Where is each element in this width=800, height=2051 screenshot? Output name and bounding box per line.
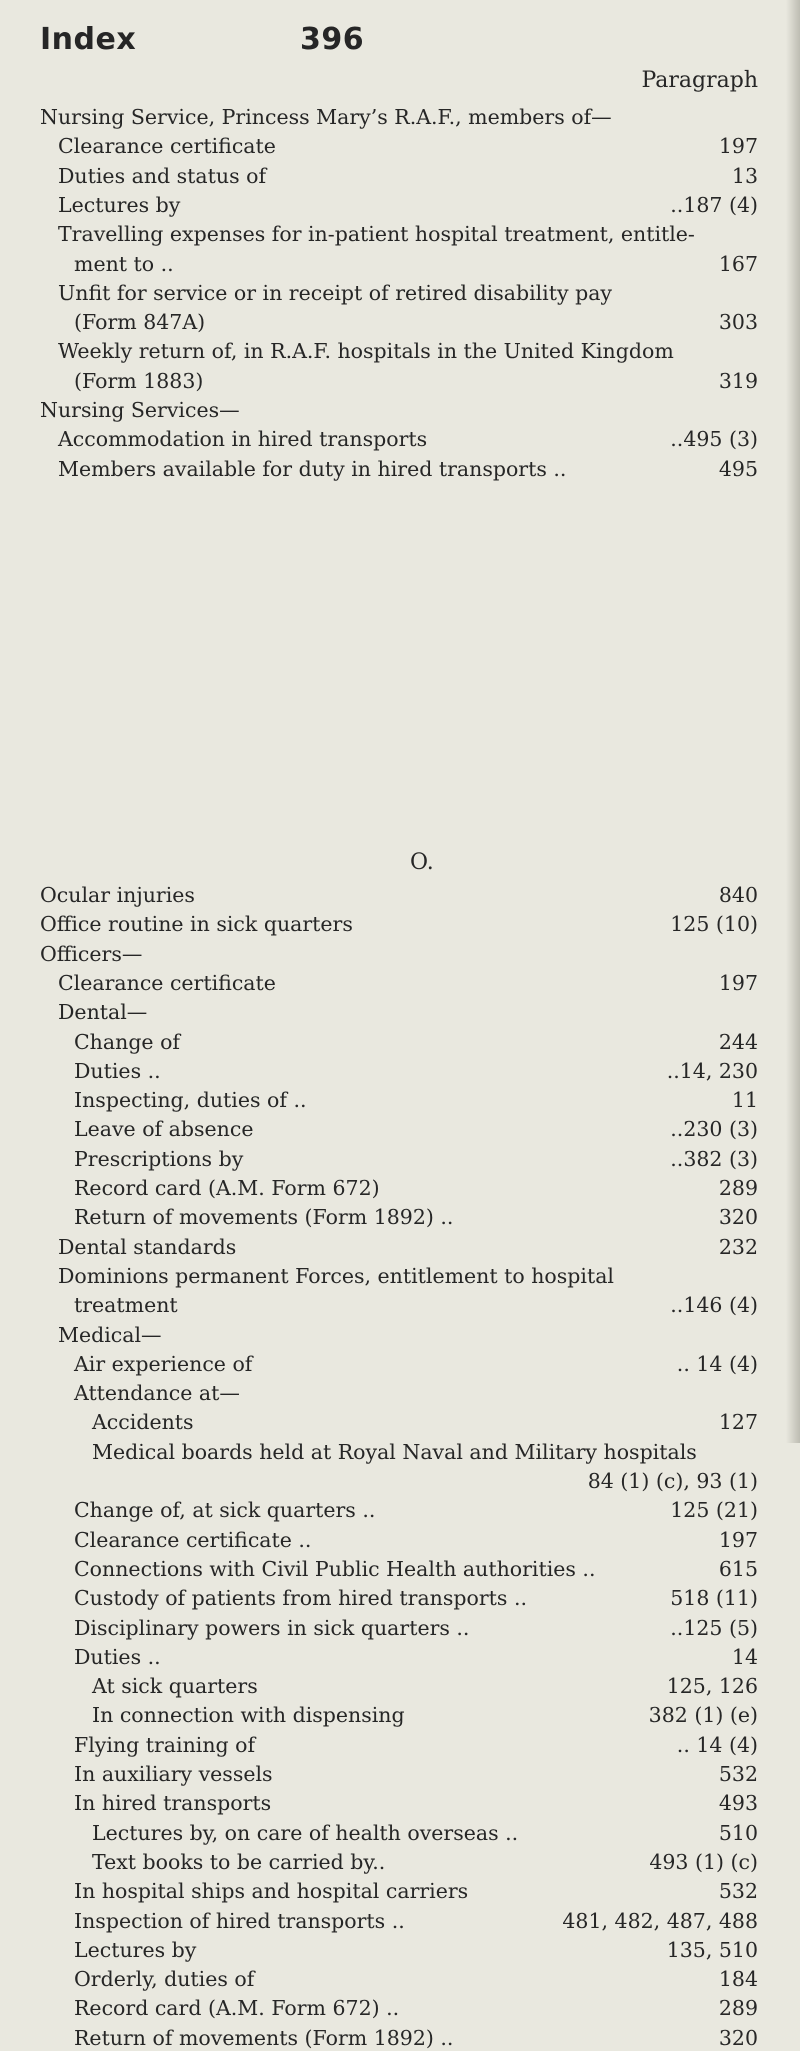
entry-text: Flying training of [74,1732,256,1757]
index-entry [0,1175,758,1201]
entry-text: Unfit for service or in receipt of retired disability pay [58,280,613,305]
entry-paragraph-ref: ..14, 230 [666,1058,758,1083]
entry-paragraph-ref: 184 [718,1967,758,1992]
entry-paragraph-ref: 232 [718,1234,758,1259]
entry-paragraph-ref: 84 (1) (c), 93 (1) [587,1469,758,1493]
entry-text: In hired transports [74,1791,272,1816]
entry-paragraph-ref: 320 [718,2025,758,2050]
entry-paragraph-ref: 244 [718,1029,758,1054]
entry-text: Orderly, duties of [74,1967,255,1992]
entry-paragraph-ref: .. 14 (4) [676,1732,758,1757]
entry-paragraph-ref: 14 [731,1644,758,1669]
entry-text: Nursing Services— [40,398,240,422]
index-heading: Index [40,22,137,57]
index-entry [0,1029,758,1055]
index-entry [0,1380,758,1406]
entry-text: treatment [74,1293,178,1318]
index-entry [0,280,758,306]
index-entry [0,1116,758,1142]
index-entry [0,251,758,277]
entry-paragraph-ref: 197 [718,970,758,995]
index-entry [0,163,758,189]
entry-paragraph-ref: 532 [718,1762,758,1786]
entry-text: Ocular injuries [40,883,195,907]
entry-text: (Form 847A) [74,310,206,335]
entry-paragraph-ref: 319 [718,368,758,393]
index-entry [0,1234,758,1260]
entry-text: Text books to be carried by.. [92,1849,386,1874]
entry-paragraph-ref: ..125 (5) [670,1615,758,1640]
entry-paragraph-ref: 289 [718,1176,758,1200]
entry-text: Record card (A.M. Form 672) .. [74,1996,400,2021]
entry-text: Leave of absence [74,1117,254,1142]
index-entry [0,1322,758,1348]
index-entry [0,1292,758,1318]
entry-paragraph-ref: 167 [718,251,758,276]
index-entry [0,426,758,452]
section-letter-o: O. [410,850,434,875]
index-entry [0,1966,758,1992]
entry-paragraph-ref: 532 [718,1879,758,1904]
entry-text: Duties .. [74,1058,161,1083]
entry-text: Custody of patients from hired transports .. [74,1586,527,1611]
entry-paragraph-ref: 125 (21) [670,1498,758,1523]
index-entry [0,1995,758,2021]
entry-text: Return of movements (Form 1892) .. [74,1205,454,1230]
index-entry [0,1908,758,1934]
index-entry [0,1204,758,1230]
index-entry [0,2025,758,2051]
entry-text: Dental standards [58,1234,237,1259]
entry-text: In auxiliary vessels [74,1762,273,1786]
entry-text: Medical— [58,1322,162,1347]
index-entry [0,1849,758,1875]
entry-text: Lectures by [58,192,181,217]
entry-text: Medical boards held at Royal Naval and Military hospitals [92,1439,697,1464]
index-entry [0,1497,758,1523]
entry-paragraph-ref: 493 (1) (c) [649,1849,758,1874]
entry-paragraph-ref: 289 [718,1996,758,2021]
index-entry [0,104,758,130]
index-entry [0,1673,758,1699]
entry-paragraph-ref: ..382 (3) [670,1146,758,1171]
entry-paragraph-ref: ..495 (3) [670,427,758,452]
entry-text: Duties .. [74,1644,161,1669]
index-entry [0,1790,758,1816]
index-entry [0,221,758,247]
entry-paragraph-ref: 382 (1) (e) [648,1703,758,1728]
index-entry [0,456,758,482]
index-entry [0,1878,758,1904]
entry-paragraph-ref: 125, 126 [666,1674,758,1699]
entry-text: Air experience of [74,1351,253,1376]
entry-text: Nursing Service, Princess Mary’s R.A.F., members of— [40,105,612,129]
entry-paragraph-ref: 197 [718,1527,758,1552]
entry-paragraph-ref: 13 [731,163,758,188]
entry-text: Clearance certificate [58,970,276,995]
entry-text: In connection with dispensing [92,1703,405,1728]
entry-text: Officers— [40,941,143,966]
entry-paragraph-ref: 495 [718,456,758,481]
entry-text: Attendance at— [74,1381,240,1406]
entry-paragraph-ref: ..230 (3) [670,1117,758,1142]
entry-text: Duties and status of [58,163,267,188]
entry-paragraph-ref: 840 [718,883,758,907]
index-entry [0,1146,758,1172]
entry-text: Lectures by, on care of health overseas .. [92,1820,519,1845]
index-entry [0,309,758,335]
entry-text: Inspecting, duties of .. [74,1088,307,1113]
entry-text: Return of movements (Form 1892) .. [74,2025,454,2050]
entry-paragraph-ref: 615 [718,1556,758,1581]
index-entry [0,1820,758,1846]
entry-paragraph-ref: 493 [718,1791,758,1816]
index-entry [0,1058,758,1084]
entry-paragraph-ref: 127 [718,1410,758,1435]
entry-paragraph-ref: 320 [718,1205,758,1230]
index-entry [0,999,758,1025]
index-entry [0,368,758,394]
index-entry [0,1585,758,1611]
entry-text: Inspection of hired transports .. [74,1908,405,1933]
entry-paragraph-ref: 125 (10) [670,912,758,937]
entry-text: Record card (A.M. Form 672) [74,1176,380,1200]
index-entry [0,1702,758,1728]
entry-text: Prescriptions by [74,1146,244,1171]
entry-paragraph-ref: 481, 482, 487, 488 [562,1908,758,1933]
entry-text: Change of, at sick quarters .. [74,1498,376,1523]
entry-text: Dominions permanent Forces, entitlement to hospital [58,1263,614,1288]
index-entry [0,1263,758,1289]
entry-text: Connections with Civil Public Health authorities .. [74,1556,596,1581]
index-entry [0,941,758,967]
entry-text: Accidents [92,1410,194,1435]
entry-text: Dental— [58,1000,148,1025]
entry-text: Lectures by [74,1937,197,1962]
entry-paragraph-ref: 510 [718,1820,758,1845]
entry-text: Travelling expenses for in-patient hospital treatment, entitle- [58,222,695,247]
entry-text: Change of [74,1029,181,1054]
index-entry [0,1644,758,1670]
index-entry [0,1615,758,1641]
entry-text: Weekly return of, in R.A.F. hospitals in the United Kingdom [58,339,674,364]
index-entry [0,1732,758,1758]
entry-text: Disciplinary powers in sick quarters .. [74,1615,470,1640]
index-entry [0,1351,758,1377]
index-entry [0,1468,758,1494]
entry-paragraph-ref: 135, 510 [666,1937,758,1962]
index-entry [0,1087,758,1113]
entry-text: Clearance certificate [58,134,276,159]
index-entry [0,192,758,218]
entry-paragraph-ref: ..187 (4) [670,192,758,217]
paragraph-column-heading: Paragraph [641,68,758,93]
entry-text: Office routine in sick quarters [40,912,353,937]
index-entry [0,911,758,937]
entry-paragraph-ref: ..146 (4) [670,1293,758,1318]
index-entry [0,133,758,159]
index-entry [0,397,758,423]
entry-text: ment to .. [74,251,174,276]
entry-text: Members available for duty in hired transports .. [58,456,567,481]
entry-text: Accommodation in hired transports [58,427,428,452]
index-entry [0,1409,758,1435]
index-entry [0,1761,758,1787]
entry-paragraph-ref: .. 14 (4) [676,1351,758,1376]
entry-paragraph-ref: 197 [718,134,758,159]
entry-paragraph-ref: 11 [731,1088,758,1113]
index-entry [0,970,758,996]
entry-text: In hospital ships and hospital carriers [74,1879,469,1904]
index-entry [0,1937,758,1963]
entry-text: At sick quarters [92,1674,258,1699]
index-entry [0,882,758,908]
index-entry [0,1556,758,1582]
page-number: 396 [300,22,365,57]
index-entry [0,1527,758,1553]
page-edge-shadow [786,0,800,1443]
entry-text: Clearance certificate .. [74,1527,312,1552]
entry-paragraph-ref: 518 (11) [670,1586,758,1611]
entry-paragraph-ref: 303 [718,310,758,335]
index-entry [0,338,758,364]
entry-text: (Form 1883) [74,368,204,393]
